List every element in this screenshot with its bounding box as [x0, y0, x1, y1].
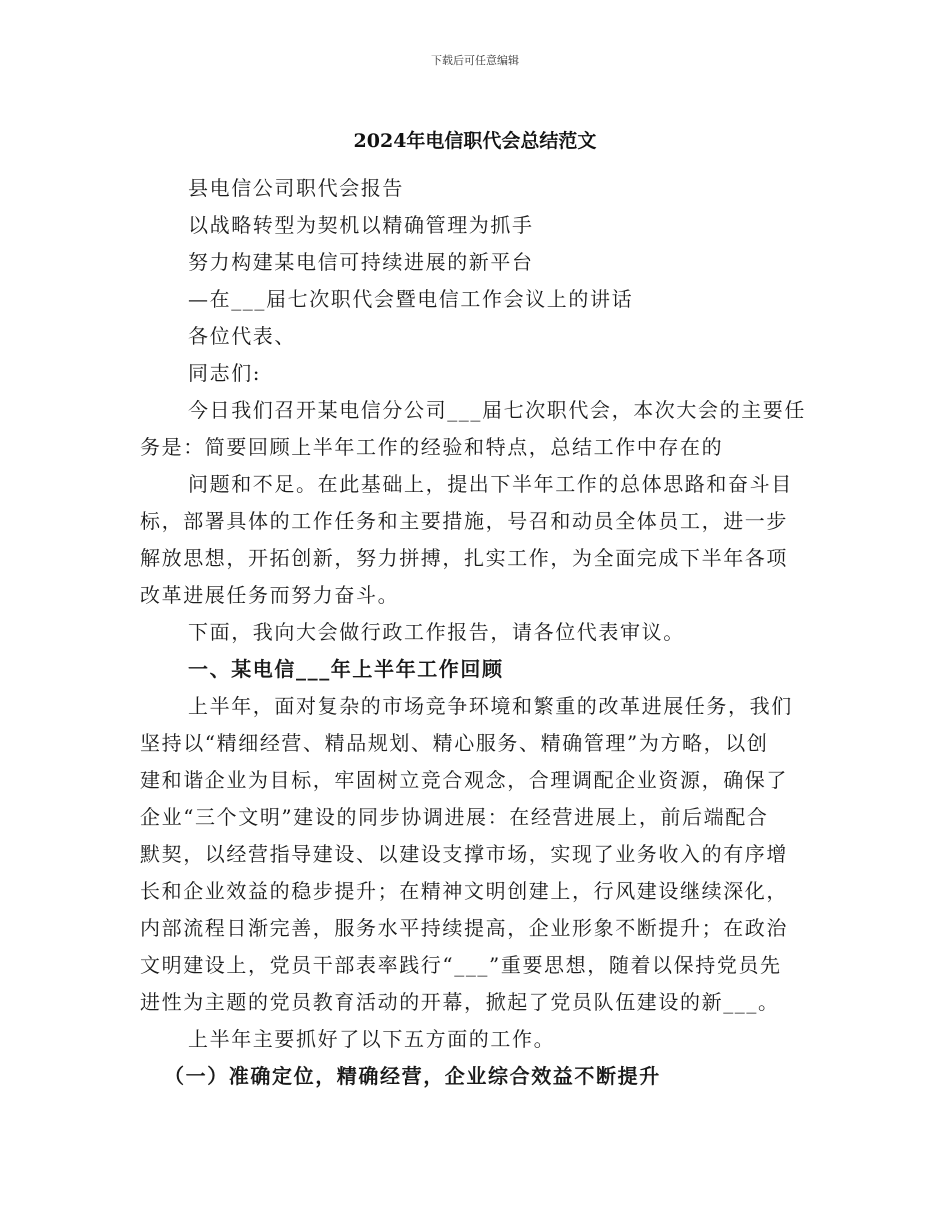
section-heading: 一、某电信___年上半年工作回顾: [188, 657, 504, 681]
paragraph-line: 企业“三个文明”建设的同步协调进展：在经营进展上，前后端配合: [140, 805, 769, 829]
paragraph-line: 标，部署具体的工作任务和主要措施，号召和动员全体员工，进一步: [140, 509, 788, 533]
paragraph-line: 上半年主要抓好了以下五方面的工作。: [188, 1027, 556, 1051]
paragraph-line: 建和谐企业为目标，牢固树立竞合观念，合理调配企业资源，确保了: [140, 768, 788, 792]
salutation-line-2: 同志们:: [188, 361, 262, 385]
document-body: [140, 170, 810, 1095]
paragraph-line: 问题和不足。在此基础上，提出下半年工作的总体思路和奋斗目: [188, 472, 793, 496]
paragraph-line: 今日我们召开某电信分公司___届七次职代会，本次大会的主要任: [188, 398, 806, 422]
paragraph-line: 改革进展任务而努力奋斗。: [140, 583, 400, 607]
paragraph-line: 坚持以“精细经营、精品规划、精心服务、精确管理”为方略，以创: [140, 731, 769, 755]
paragraph-line: 解放思想，开拓创新，努力拼搏，扎实工作，为全面完成下半年各项: [140, 546, 788, 570]
report-name-line: 县电信公司职代会报告: [188, 176, 404, 200]
paragraph-line: 进性为主题的党员教育活动的开幕，掀起了党员队伍建设的新___。: [140, 990, 780, 1014]
document-title: 2024年电信职代会总结范文: [353, 130, 597, 152]
paragraph-line: 长和企业效益的稳步提升；在精神文明创建上，行风建设继续深化，: [140, 879, 788, 903]
paragraph-line: 默契，以经营指导建设、以建设支撑市场，实现了业务收入的有序增: [140, 842, 788, 866]
subsection-heading: （一）准确定位，精确经营，企业综合效益不断提升: [164, 1064, 661, 1088]
subtitle-line-1: 以战略转型为契机以精确管理为抓手: [188, 213, 534, 237]
header-note: 下载后可任意编辑: [431, 54, 519, 67]
paragraph-line: 下面，我向大会做行政工作报告，请各位代表审议。: [188, 620, 685, 644]
paragraph-line: 文明建设上，党员干部表率践行“___”重要思想，随着以保持党员先: [140, 953, 782, 977]
paragraph-line: 务是：简要回顾上半年工作的经验和特点，总结工作中存在的: [140, 435, 724, 459]
speech-occasion-line: —在___届七次职代会暨电信工作会议上的讲话: [188, 287, 634, 311]
paragraph-line: 内部流程日渐完善，服务水平持续提高，企业形象不断提升；在政治: [140, 916, 788, 940]
paragraph-line: 上半年，面对复杂的市场竞争环境和繁重的改革进展任务，我们: [188, 694, 793, 718]
subtitle-line-2: 努力构建某电信可持续进展的新平台: [188, 250, 534, 274]
salutation-line-1: 各位代表、: [188, 324, 296, 348]
